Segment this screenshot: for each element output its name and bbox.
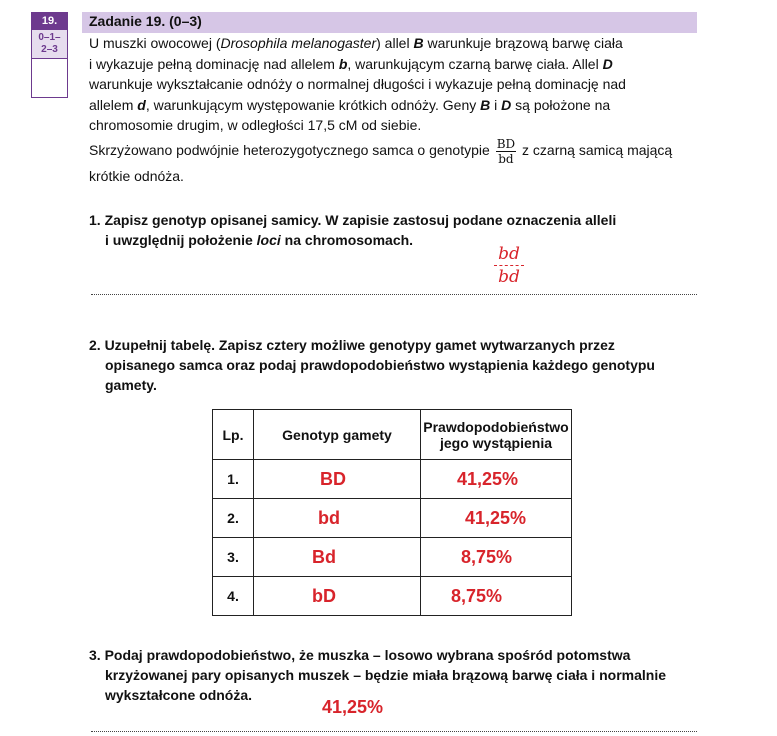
row-probability[interactable]: 8,75% bbox=[421, 538, 572, 577]
task-points bbox=[31, 30, 68, 59]
question-2: 2. Uzupełnij tabelę. Zapisz cztery możliwe genotypy gamet wytwarzanych przez opisanego samca oraz podaj prawdopodobieństwo wystąpienia każdego genotypu gamety. bbox=[89, 337, 655, 393]
q3-answer[interactable]: 41,25% bbox=[322, 697, 384, 717]
answer-line-3 bbox=[91, 731, 697, 732]
question-1: 1. Zapisz genotyp opisanej samicy. W zapisie zastosuj podane oznaczenia alleli i uwzględnij położenie loci na chromosomach. bbox=[89, 212, 617, 248]
row-probability[interactable]: 41,25% bbox=[421, 460, 572, 499]
table-row bbox=[213, 538, 572, 577]
points-line-1: 0–1– bbox=[38, 32, 61, 43]
header-probability: Prawdopodobieństwo jego wystąpienia bbox=[421, 410, 572, 460]
answer-line-1 bbox=[91, 294, 697, 295]
species-name: Drosophila melanogaster bbox=[220, 35, 377, 51]
row-lp: 3. bbox=[213, 538, 254, 577]
task-number: 19. bbox=[31, 12, 68, 30]
table-header-row bbox=[213, 410, 572, 460]
q1-answer-genotype: $\frac{bd}{bd}$ bbox=[494, 243, 524, 288]
male-genotype-fraction: $\frac{BD}{bd}$ bbox=[496, 137, 516, 166]
table-row bbox=[213, 460, 572, 499]
row-genotype[interactable]: bd bbox=[254, 499, 421, 538]
row-probability[interactable]: 41,25% bbox=[421, 499, 572, 538]
table-row bbox=[213, 577, 572, 616]
cross-description: Skrzyżowano podwójnie heterozygotycznego samca o genotypie $\frac{BD}{bd}$ z czarną samicą mającą krótkie odnóża. bbox=[89, 137, 673, 184]
question-3: 3. Podaj prawdopodobieństwo, że muszka – losowo wybrana spośród potomstwa krzyżowanej pary opisanych muszek – będzie miała brązową barwę ciała i normalnie wykształcone odnóża. bbox=[89, 647, 666, 703]
points-line-2: 2–3 bbox=[41, 44, 58, 55]
task-intro: U muszki owocowej (Drosophila melanogaster) allel B warunkuje brązową barwę ciała i wykazuje pełną dominację nad allelem b, warunkującym czarną barwę ciała. Allel D warunkuje wykształcanie odnóży o normalnej długości i wykazuje pełną dominację nad allelem d, warunkującym występowanie krótkich odnóży. Geny B i D są położone na chromosomie drugim, w odległości 17,5 cM od siebie. bbox=[89, 35, 626, 133]
header-lp: Lp. bbox=[213, 410, 254, 460]
task-badge bbox=[31, 12, 68, 98]
gamete-table bbox=[212, 409, 572, 616]
row-lp: 2. bbox=[213, 499, 254, 538]
row-genotype[interactable]: bD bbox=[254, 577, 421, 616]
table-row bbox=[213, 499, 572, 538]
row-probability[interactable]: 8,75% bbox=[421, 577, 572, 616]
row-genotype[interactable]: BD bbox=[254, 460, 421, 499]
header-genotype: Genotyp gamety bbox=[254, 410, 421, 460]
row-lp: 1. bbox=[213, 460, 254, 499]
score-box bbox=[31, 59, 68, 98]
task-title: Zadanie 19. (0–3) bbox=[89, 13, 202, 29]
row-genotype[interactable]: Bd bbox=[254, 538, 421, 577]
row-lp: 4. bbox=[213, 577, 254, 616]
